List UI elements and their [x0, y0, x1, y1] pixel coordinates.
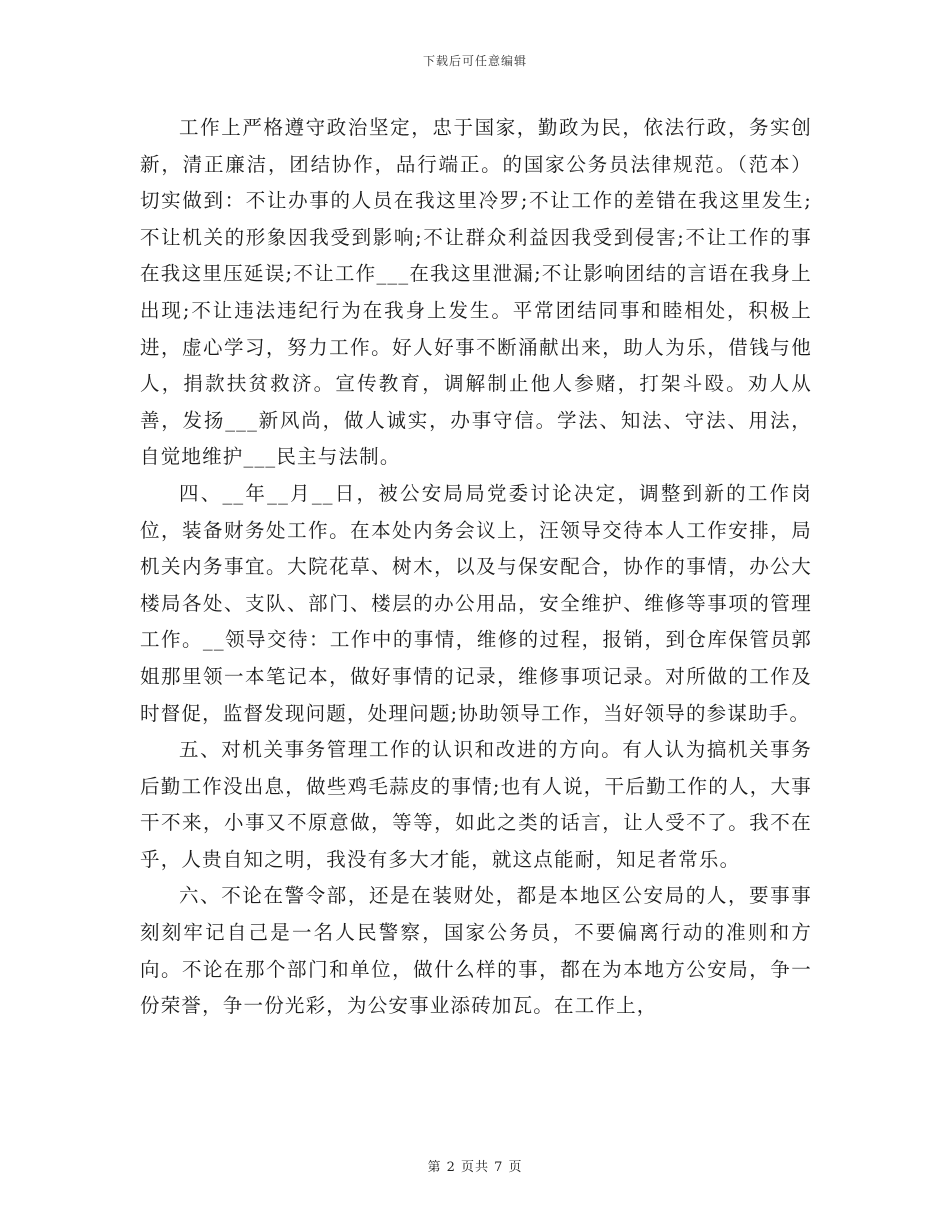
paragraph-section-six: 六、不论在警令部，还是在装财处，都是本地区公安局的人，要事事刻刻牢记自己是一名人民警察，国家公务员，不要偏离行动的准则和方向。不论在那个部门和单位，做什么样的事，都在为本地方公安局，争一份荣誉，争一份光彩，为公安事业添砖加瓦。在工作上，: [140, 884, 812, 1018]
paragraph-section-four: 四、__年__月__日，被公安局局党委讨论决定，调整到新的工作岗位，装备财务处工作。在本处内务会议上，汪领导交待本人工作安排，局机关内务事宜。大院花草、树木，以及与保安配合，协作的事情，办公大楼局各处、支队、部门、楼层的办公用品，安全维护、维修等事项的管理工作。__领导交待：工作中的事情，维修的过程，报销，到仓库保管员郭姐那里领一本笔记本，做好事情的记录，维修事项记录。对所做的工作及时督促，监督发现问题，处理问题;协助领导工作，当好领导的参谋助手。: [140, 481, 812, 725]
document-body: [140, 110, 812, 1025]
paragraph-section-five: 五、对机关事务管理工作的认识和改进的方向。有人认为搞机关事务后勤工作没出息，做些鸡毛蒜皮的事情;也有人说，干后勤工作的人，大事干不来，小事又不原意做，等等，如此之类的话言，让人受不了。我不在乎，人贵自知之明，我没有多大才能，就这点能耐，知足者常乐。: [140, 738, 812, 871]
page-number: 第 2 页共 7 页: [427, 1160, 523, 1175]
page-header-note: 下载后可任意编辑: [422, 54, 527, 68]
paragraph-work-conduct: 工作上严格遵守政治坚定，忠于国家，勤政为民，依法行政，务实创新，清正廉洁，团结协作，品行端正。的国家公务员法律规范。（范本）切实做到：不让办事的人员在我这里冷罗;不让工作的差错在我这里发生;不让机关的形象因我受到影响;不让群众利益因我受到侵害;不让工作的事在我这里压延误;不让工作___在我这里泄漏;不让影响团结的言语在我身上出现;不让违法违纪行为在我身上发生。平常团结同事和睦相处，积极上进，虚心学习，努力工作。好人好事不断涌献出来，助人为乐，借钱与他人，捐款扶贫救济。宣传教育，调解制止他人参赌，打架斗殴。劝人从善，发扬___新风尚，做人诚实，办事守信。学法、知法、守法、用法，自觉地维护___民主与法制。: [140, 116, 812, 469]
